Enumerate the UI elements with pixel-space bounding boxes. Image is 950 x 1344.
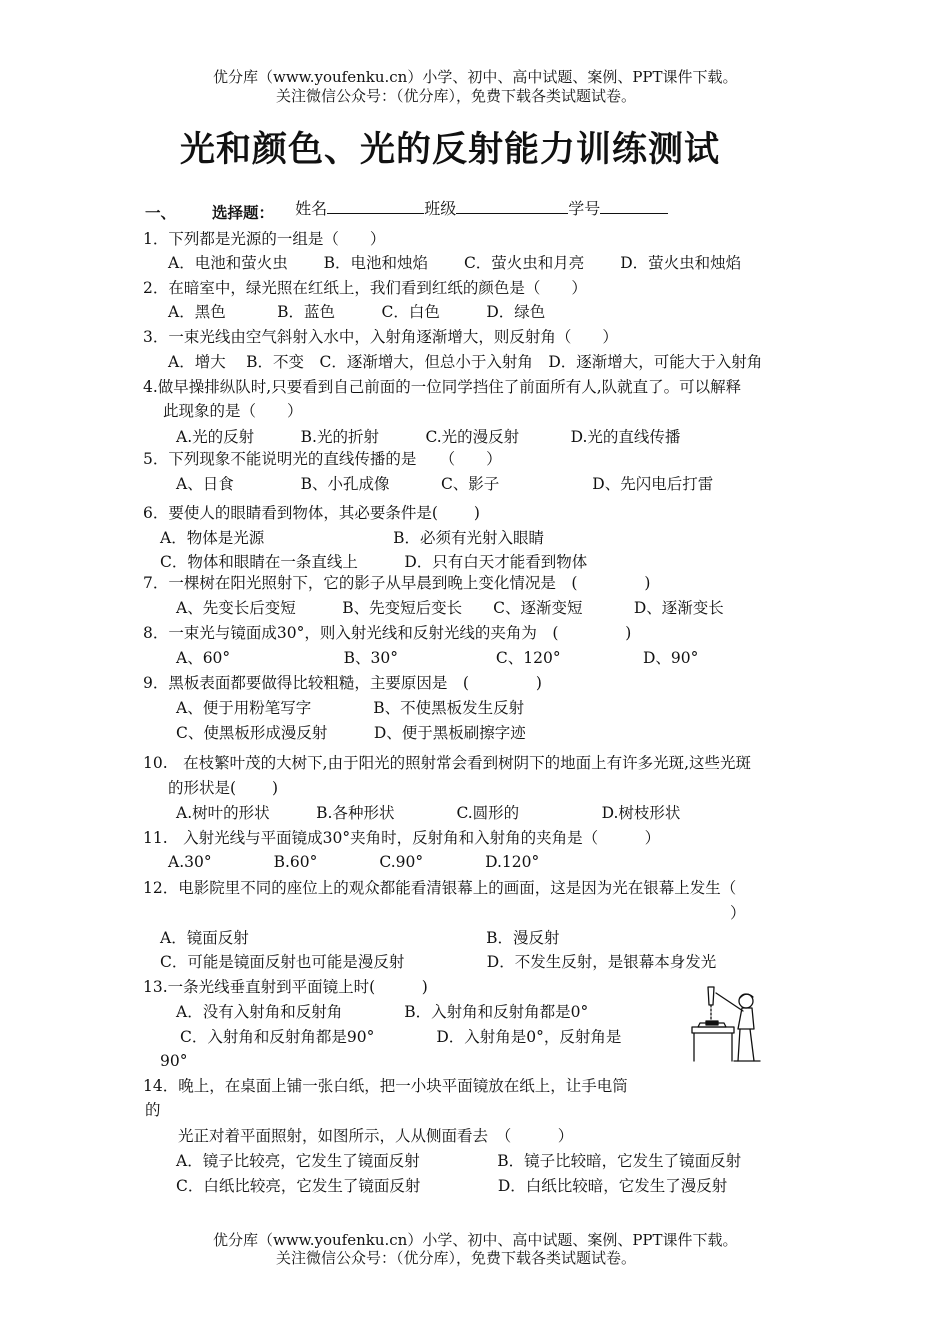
question-12-close: ） (730, 904, 746, 922)
question-14-cont-1: 的 (145, 1101, 161, 1119)
question-4-cont: 此现象的是（ ） (163, 402, 303, 420)
section-label: 选择题： (212, 203, 275, 222)
question-10-options: A.树叶的形状 B.各种形状 C.圆形的 D.树枝形状 (176, 804, 681, 822)
question-3: 3．一束光线由空气斜射入水中，入射角逐渐增大，则反射角（ ） (143, 328, 618, 346)
question-9: 9．黑板表面都要做得比较粗糙，主要原因是 ( ) (143, 674, 542, 692)
footer-line-2: 关注微信公众号：（优分库），免费下载各类试题试卷。 (276, 1249, 637, 1267)
question-4-options: A.光的反射 B.光的折射 C.光的漫反射 D.光的直线传播 (176, 428, 681, 446)
question-13-options-cont: 90° (160, 1052, 188, 1070)
section-number: 一、 (145, 203, 177, 222)
class-label: 班级 (424, 199, 457, 218)
question-11: 11. 入射光线与平面镜成30°夹角时，反射角和入射角的夹角是（ ） (143, 829, 661, 847)
question-9-options-ab: A、便于用粉笔写字 B、不使黑板发生反射 (176, 699, 525, 717)
person-body (738, 1008, 754, 1029)
question-14: 14．晚上，在桌面上铺一张白纸，把一小块平面镜放在纸上，让手电筒 (143, 1077, 628, 1095)
header-line-1: 优分库（www.youfenku.cn）小学、初中、高中试题、案例、PPT课件下载。 (213, 68, 738, 86)
question-6-options-cd: C．物体和眼睛在一条直线上 D．只有白天才能看到物体 (160, 553, 588, 571)
question-14-options-ab: A．镜子比较亮，它发生了镜面反射 B．镜子比较暗，它发生了镜面反射 (176, 1152, 742, 1170)
question-12-options-ab: A．镜面反射 B．漫反射 (160, 929, 560, 947)
table-top (692, 1027, 734, 1033)
question-5-options: A、日食 B、小孔成像 C、影子 D、先闪电后打雷 (176, 475, 714, 493)
question-5: 5．下列现象不能说明光的直线传播的是 （ ） (143, 450, 502, 468)
class-blank[interactable] (456, 197, 568, 214)
question-9-options-cd: C、使黑板形成漫反射 D、便于黑板刷擦字迹 (176, 724, 526, 742)
mirror (706, 1021, 718, 1025)
question-8-options: A、60° B、30° C、120° D、90° (176, 649, 699, 667)
footer-line-1: 优分库（www.youfenku.cn）小学、初中、高中试题、案例、PPT课件下载。 (213, 1231, 738, 1249)
question-6: 6．要使人的眼睛看到物体，其必要条件是( ) (143, 504, 480, 522)
question-6-options-ab: A．物体是光源 B．必须有光射入眼睛 (160, 529, 545, 547)
flashlight-mirror-figure (690, 983, 770, 1063)
question-14-cont-2: 光正对着平面照射，如图所示，人从侧面看去 （ ） (178, 1127, 574, 1145)
question-12-options-cd: C．可能是镜面反射也可能是漫反射 D．不发生反射，是银幕本身发光 (160, 953, 717, 971)
question-10-cont: 的形状是( ) (168, 779, 279, 797)
number-blank[interactable] (600, 197, 668, 214)
question-2: 2．在暗室中，绿光照在红纸上，我们看到红纸的颜色是（ ） (143, 279, 587, 297)
person-leg-left (738, 1029, 740, 1061)
name-label: 姓名 (295, 199, 328, 218)
question-4: 4.做早操排纵队时,只要看到自己前面的一位同学挡住了前面所有人,队就直了。可以解释 (143, 378, 742, 396)
person-leg-right (750, 1029, 754, 1061)
question-1-options: A．电池和萤火虫 B．电池和烛焰 C．萤火虫和月亮 D．萤火虫和烛焰 (168, 254, 742, 272)
header-line-2: 关注微信公众号：（优分库），免费下载各类试题试卷。 (276, 87, 637, 105)
question-10: 10. 在枝繁叶茂的大树下,由于阳光的照射常会看到树阴下的地面上有许多光斑,这些光斑 (143, 754, 752, 772)
question-12: 12．电影院里不同的座位上的观众都能看清银幕上的画面，这是因为光在银幕上发生（ (143, 879, 737, 897)
question-3-options: A．增大 B．不变 C．逐渐增大，但总小于入射角 D．逐渐增大，可能大于入射角 (168, 353, 763, 371)
question-13-options-cd: C．入射角和反射角都是90° D．入射角是0°，反射角是 (180, 1028, 622, 1046)
page-title: 光和颜色、光的反射能力训练测试 (180, 130, 721, 170)
number-label: 学号 (568, 199, 601, 218)
question-2-options: A．黑色 B．蓝色 C．白色 D．绿色 (168, 303, 546, 321)
question-14-options-cd: C．白纸比较亮，它发生了镜面反射 D．白纸比较暗，它发生了漫反射 (176, 1177, 728, 1195)
question-1: 1．下列都是光源的一组是（ ） (143, 230, 386, 248)
question-13: 13.一条光线垂直射到平面镜上时( ) (143, 978, 428, 996)
question-11-options: A.30° B.60° C.90° D.120° (168, 853, 540, 871)
question-13-options-ab: A．没有入射角和反射角 B．入射角和反射角都是0° (176, 1003, 589, 1021)
name-blank[interactable] (327, 197, 424, 214)
question-7-options: A、先变长后变短 B、先变短后变长 C、逐渐变短 D、逐渐变长 (176, 599, 724, 617)
flashlight (708, 987, 714, 1005)
question-8: 8．一束光与镜面成30°，则入射光线和反射光线的夹角为 ( ) (143, 624, 632, 642)
question-7: 7．一棵树在阳光照射下，它的影子从早晨到晚上变化情况是 ( ) (143, 574, 651, 592)
student-info (285, 177, 668, 219)
